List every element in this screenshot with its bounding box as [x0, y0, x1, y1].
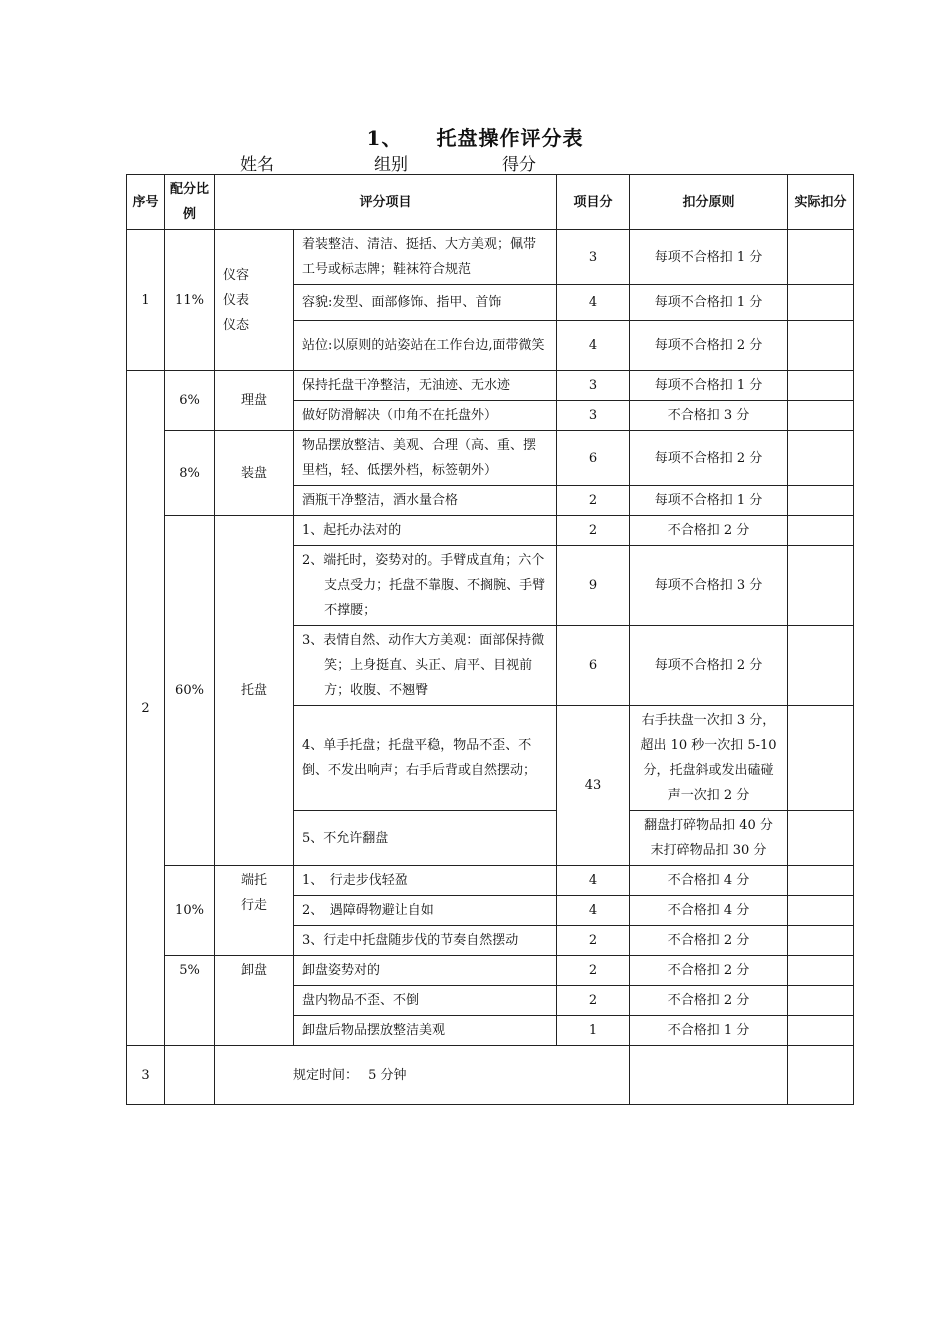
item-cell: 做好防滑解决（巾角不在托盘外）	[294, 401, 557, 431]
rule-cell: 每项不合格扣 1 分	[630, 285, 788, 321]
actual-cell[interactable]	[788, 626, 854, 706]
section-3-seq: 3	[127, 1046, 165, 1105]
table-row	[127, 516, 854, 546]
rule-cell: 不合格扣 4 分	[630, 896, 788, 926]
actual-cell[interactable]	[788, 866, 854, 896]
points-cell: 4	[557, 321, 630, 371]
header-actual: 实际扣分	[788, 175, 854, 230]
time-cell	[215, 1046, 630, 1105]
header-ratio: 配分比例	[165, 175, 215, 230]
actual-cell[interactable]	[788, 321, 854, 371]
section-3-ratio	[165, 1046, 215, 1105]
item-cell: 酒瓶干净整洁，酒水量合格	[294, 486, 557, 516]
rule-cell: 不合格扣 2 分	[630, 956, 788, 986]
points-cell: 2	[557, 926, 630, 956]
table-row	[127, 956, 854, 986]
actual-cell[interactable]	[788, 1016, 854, 1046]
actual-cell[interactable]	[788, 486, 854, 516]
time-label: 规定时间：	[293, 1067, 359, 1083]
rule-cell: 不合格扣 1 分	[630, 1016, 788, 1046]
rule-cell: 不合格扣 2 分	[630, 986, 788, 1016]
item-cell: 卸盘姿势对的	[294, 956, 557, 986]
zhuangpan-category: 装盘	[215, 431, 294, 516]
item-cell: 1、起托办法对的	[294, 516, 557, 546]
lipan-ratio: 6%	[165, 371, 215, 431]
actual-cell[interactable]	[788, 706, 854, 811]
actual-cell[interactable]	[788, 285, 854, 321]
xiepan-category: 卸盘	[215, 956, 294, 1046]
rule-cell: 每项不合格扣 1 分	[630, 371, 788, 401]
group-label: 组别	[374, 155, 408, 175]
item-cell: 4、单手托盘；托盘平稳，物品不歪、不倒、不发出响声；右手后背或自然摆动；	[294, 706, 557, 811]
item-cell: 盘内物品不歪、不倒	[294, 986, 557, 1016]
table-row	[127, 371, 854, 401]
item-cell: 站位:以原则的站姿站在工作台边,面带微笑	[294, 321, 557, 371]
rule-cell: 每项不合格扣 2 分	[630, 321, 788, 371]
points-cell: 3	[557, 401, 630, 431]
actual-cell[interactable]	[788, 986, 854, 1016]
points-cell: 6	[557, 431, 630, 486]
actual-cell[interactable]	[788, 371, 854, 401]
rule-cell: 不合格扣 4 分	[630, 866, 788, 896]
actual-cell[interactable]	[788, 926, 854, 956]
rule-cell: 每项不合格扣 1 分	[630, 486, 788, 516]
points-cell: 9	[557, 546, 630, 626]
actual-cell[interactable]	[788, 1046, 854, 1105]
section-1-category	[215, 230, 294, 371]
table-row	[127, 230, 854, 285]
item-text: 3、表情自然、动作大方美观：面部保持微笑；上身挺直、头正、肩平、目视前方；收腹、不翘臀	[302, 633, 545, 698]
actual-cell[interactable]	[788, 431, 854, 486]
points-cell: 3	[557, 371, 630, 401]
name-label: 姓名	[240, 155, 274, 175]
points-cell: 4	[557, 866, 630, 896]
points-cell: 43	[557, 706, 630, 866]
walk-ratio: 10%	[165, 866, 215, 956]
rule-cell: 右手扶盘一次扣 3 分，超出 10 秒一次扣 5-10 分，托盘斜或发出磕碰声一次扣 2 分	[630, 706, 788, 811]
header-rule: 扣分原则	[630, 175, 788, 230]
header-item: 评分项目	[215, 175, 557, 230]
header-points: 项目分	[557, 175, 630, 230]
category-line: 仪容	[223, 267, 250, 283]
actual-cell[interactable]	[788, 956, 854, 986]
time-value: 5 分钟	[368, 1067, 407, 1083]
item-cell	[294, 626, 557, 706]
walk-category	[215, 866, 294, 956]
xiepan-ratio: 5%	[165, 956, 215, 1046]
rule-cell	[630, 1046, 788, 1105]
category-line: 仪表	[223, 292, 250, 308]
actual-cell[interactable]	[788, 811, 854, 866]
actual-cell[interactable]	[788, 401, 854, 431]
item-cell: 物品摆放整洁、美观、合理（高、重、摆里档，轻、低摆外档，标签朝外）	[294, 431, 557, 486]
points-cell: 2	[557, 986, 630, 1016]
page-title	[0, 122, 950, 151]
title-text: 托盘操作评分表	[436, 126, 584, 150]
item-cell	[294, 546, 557, 626]
points-cell: 3	[557, 230, 630, 285]
points-cell: 4	[557, 285, 630, 321]
item-cell: 容貌:发型、面部修饰、指甲、首饰	[294, 285, 557, 321]
header-row	[127, 175, 854, 230]
item-cell: 卸盘后物品摆放整洁美观	[294, 1016, 557, 1046]
rule-cell: 不合格扣 2 分	[630, 516, 788, 546]
item-cell: 保持托盘干净整洁，无油迹、无水迹	[294, 371, 557, 401]
tuopan-category: 托盘	[215, 516, 294, 866]
rule-cell: 不合格扣 3 分	[630, 401, 788, 431]
category-line: 端托	[240, 873, 267, 888]
actual-cell[interactable]	[788, 230, 854, 285]
item-text: 2、端托时，姿势对的。手臂成直角；六个支点受力；托盘不靠腹、不搁腕、手臂不撑腰；	[302, 553, 546, 618]
item-cell: 3、行走中托盘随步伐的节奏自然摆动	[294, 926, 557, 956]
item-cell: 1、 行走步伐轻盈	[294, 866, 557, 896]
score-table	[126, 174, 854, 1105]
item-cell: 着装整洁、清洁、挺括、大方美观；佩带工号或标志牌；鞋袜符合规范	[294, 230, 557, 285]
category-line: 仪态	[223, 317, 250, 333]
rule-cell: 不合格扣 2 分	[630, 926, 788, 956]
header-seq: 序号	[127, 175, 165, 230]
points-cell: 2	[557, 486, 630, 516]
rule-cell: 每项不合格扣 2 分	[630, 626, 788, 706]
score-label: 得分	[502, 155, 536, 175]
rule-cell: 每项不合格扣 2 分	[630, 431, 788, 486]
item-cell: 2、 遇障碍物避让自如	[294, 896, 557, 926]
section-2-seq: 2	[127, 371, 165, 1046]
lipan-category: 理盘	[215, 371, 294, 431]
points-cell: 2	[557, 516, 630, 546]
tuopan-ratio: 60%	[165, 516, 215, 866]
rule-cell: 每项不合格扣 1 分	[630, 230, 788, 285]
rule-cell: 每项不合格扣 3 分	[630, 546, 788, 626]
table-row	[127, 866, 854, 896]
title-number: 1、	[366, 126, 403, 150]
category-line: 行走	[240, 898, 267, 913]
actual-cell[interactable]	[788, 546, 854, 626]
section-1-seq: 1	[127, 230, 165, 371]
points-cell: 6	[557, 626, 630, 706]
table-row	[127, 431, 854, 486]
item-cell: 5、不允许翻盘	[294, 811, 557, 866]
actual-cell[interactable]	[788, 896, 854, 926]
section-1-ratio: 11%	[165, 230, 215, 371]
rule-cell: 翻盘打碎物品扣 40 分末打碎物品扣 30 分	[630, 811, 788, 866]
points-cell: 1	[557, 1016, 630, 1046]
actual-cell[interactable]	[788, 516, 854, 546]
zhuangpan-ratio: 8%	[165, 431, 215, 516]
points-cell: 4	[557, 896, 630, 926]
table-row	[127, 1046, 854, 1105]
points-cell: 2	[557, 956, 630, 986]
